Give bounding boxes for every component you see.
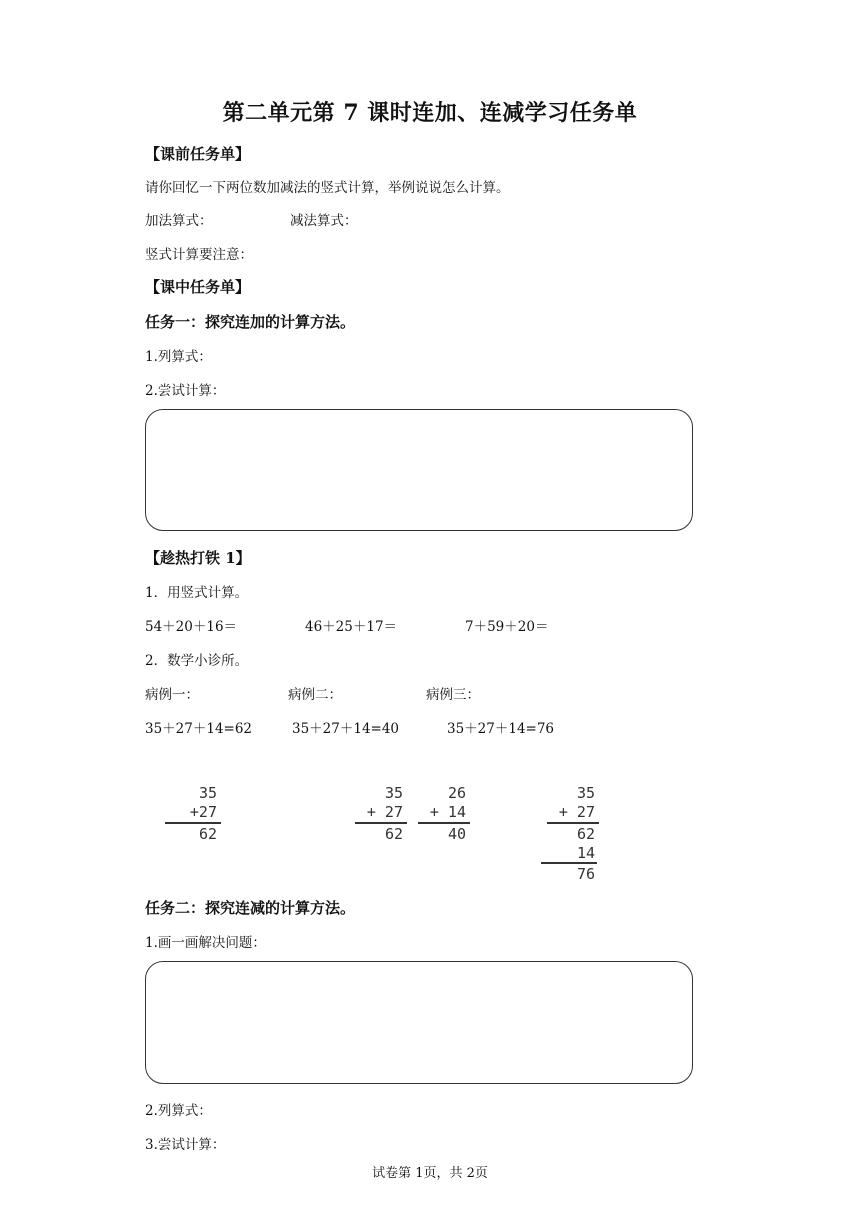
case1-equation: 35＋27＋14=62 (145, 721, 253, 737)
task1-heading: 任务一：探究连加的计算方法。 (145, 313, 356, 331)
case3-label: 病例三： (426, 687, 480, 703)
addition-label: 加法算式： (145, 213, 213, 229)
calc-line (547, 822, 599, 824)
practice-heading: 【趁热打铁 1】 (145, 549, 251, 567)
case3-equation: 35＋27＋14=76 (447, 721, 555, 737)
task2-step1: 1.画一画解决问题： (145, 935, 266, 951)
calc-addend: +27 (189, 803, 217, 821)
subtraction-label: 减法算式： (290, 213, 358, 229)
calc-line (418, 822, 470, 824)
calc-line (541, 862, 597, 864)
calc-top-number: 35 (576, 784, 595, 802)
calc-top-number: 35 (198, 784, 217, 802)
expression-1: 54＋20＋16＝ (145, 619, 238, 635)
calc-result: 62 (198, 825, 217, 843)
vertical-calc-case2-step1 (355, 784, 403, 844)
page-footer: 试卷第 1页，共 2页 (372, 1166, 488, 1181)
practice-q1: 1．用竖式计算。 (145, 585, 249, 601)
calc-line (165, 822, 221, 824)
task2-step3: 3.尝试计算： (145, 1137, 226, 1153)
case2-equation: 35＋27＋14=40 (292, 721, 400, 737)
vertical-calc-case3 (547, 784, 595, 884)
case1-label: 病例一： (145, 687, 199, 703)
calc-result: 62 (384, 825, 403, 843)
expression-2: 46＋25＋17＝ (305, 619, 398, 635)
page-title: 第二单元第 7 课时连加、连减学习任务单 (222, 100, 638, 126)
task2-answer-box[interactable] (145, 961, 693, 1084)
vertical-calc-case1 (165, 784, 217, 844)
pre-task-heading: 【课前任务单】 (145, 145, 251, 163)
pre-task-instruction: 请你回忆一下两位数加减法的竖式计算，举例说说怎么计算。 (145, 180, 510, 196)
case2-label: 病例二： (288, 687, 342, 703)
calc-addend: + 27 (558, 803, 595, 821)
calc-line (355, 822, 407, 824)
in-class-heading: 【课中任务单】 (145, 278, 251, 296)
task1-answer-box[interactable] (145, 409, 693, 531)
expression-3: 7＋59＋20＝ (465, 619, 549, 635)
vertical-calc-case2-step2 (418, 784, 466, 844)
task2-heading: 任务二：探究连减的计算方法。 (145, 899, 356, 917)
calc-intermediate: 62 (576, 825, 595, 843)
task2-step2: 2.列算式： (145, 1103, 212, 1119)
calc-top-number: 26 (447, 784, 466, 802)
calc-addend: + 14 (429, 803, 466, 821)
calc-result: 40 (447, 825, 466, 843)
calc-top-number: 35 (384, 784, 403, 802)
task1-step2: 2.尝试计算： (145, 383, 226, 399)
practice-q2: 2．数学小诊所。 (145, 653, 249, 669)
calc-result: 76 (576, 865, 595, 883)
calc-addend: + 27 (366, 803, 403, 821)
calc-second-addend: 14 (576, 844, 595, 862)
task1-step1: 1.列算式： (145, 349, 212, 365)
note-label: 竖式计算要注意： (145, 247, 253, 263)
